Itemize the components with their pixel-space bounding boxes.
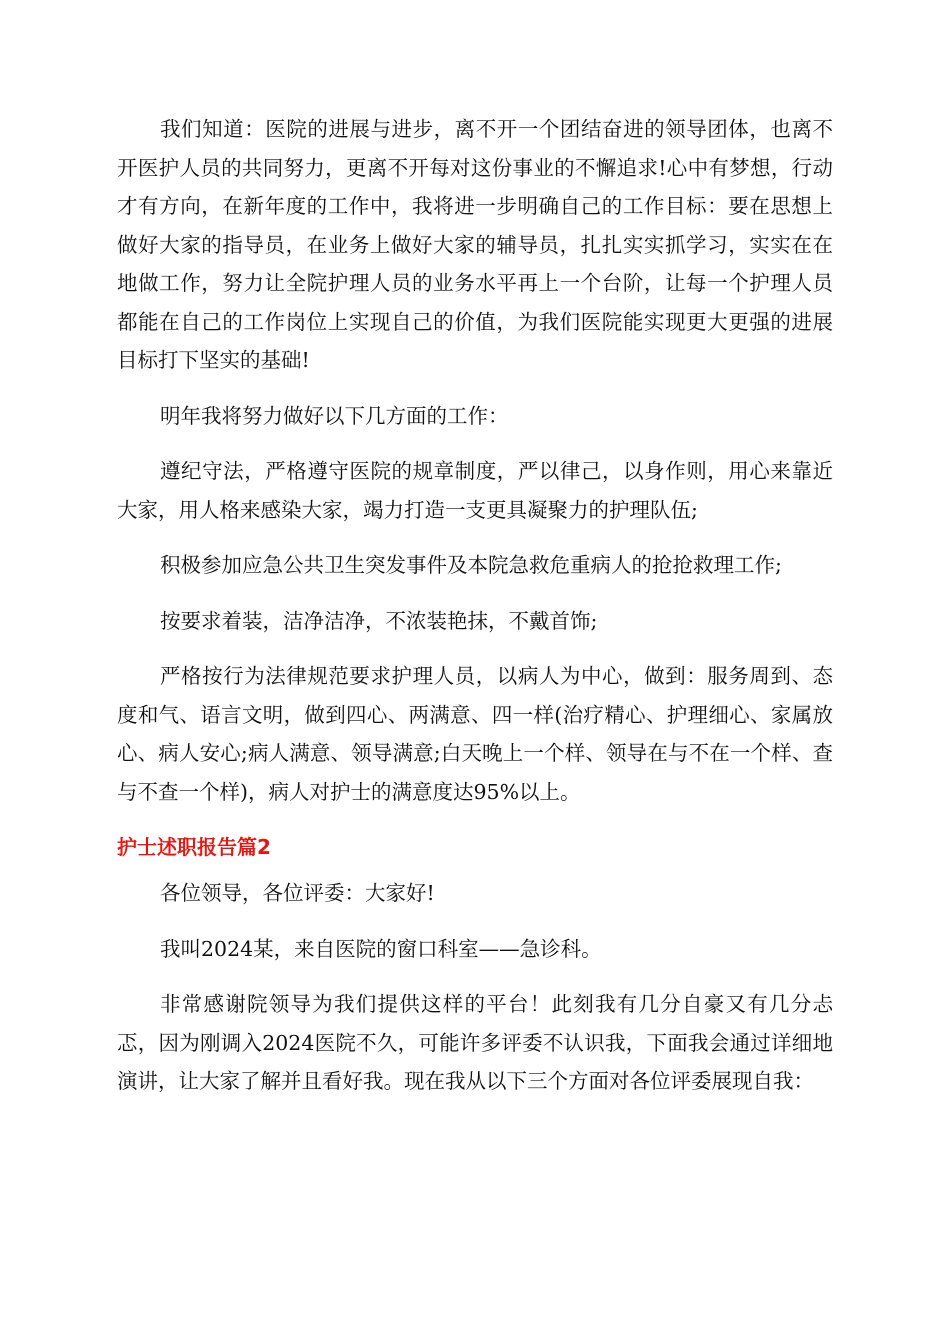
paragraph-introduction: 我叫2024某，来自医院的窗口科室——急诊科。 <box>160 936 602 961</box>
paragraph-gratitude: 非常感谢院领导为我们提供这样的平台！此刻我有几分自豪又有几分忐忑，因为刚调入2024医院不久，可能许多评委不认识我，下面我会通过详细地演讲，让大家了解并且看好我。现在我从以下三个方面对各位评委展现自我： <box>117 992 833 1093</box>
paragraph-greeting: 各位领导，各位评委：大家好! <box>160 881 435 905</box>
section-heading: 护士述职报告篇2 <box>117 835 271 859</box>
paragraph-discipline: 遵纪守法，严格遵守医院的规章制度，严以律己，以身作则，用心来靠近大家，用人格来感染大家，竭力打造一支更具凝聚力的护理队伍; <box>117 459 833 522</box>
document-body <box>117 110 833 1118</box>
paragraph-dress-code: 按要求着装，洁净洁净，不浓装艳抹，不戴首饰; <box>160 608 598 633</box>
paragraph-service-standards: 严格按行为法律规范要求护理人员，以病人为中心，做到：服务周到、态度和气、语言文明，做到四心、两满意、四一样(治疗精心、护理细心、家属放心、病人安心;病人满意、领导满意;白天晚上一个样、领导在与不在一个样、查与不查一个样)，病人对护士的满意度达95%以上。 <box>117 664 833 804</box>
paragraph-vision: 我们知道：医院的进展与进步，离不开一个团结奋进的领导团体，也离不开医护人员的共同努力，更离不开每对这份事业的不懈追求!心中有梦想，行动才有方向，在新年度的工作中，我将进一步明确自己的工作目标：要在思想上做好大家的指导员，在业务上做好大家的辅导员，扎扎实实抓学习，实实在在地做工作，努力让全院护理人员的业务水平再上一个台阶，让每一个护理人员都能在自己的工作岗位上实现自己的价值，为我们医院能实现更大更强的进展目标打下坚实的基础! <box>117 117 833 372</box>
paragraph-emergency: 积极参加应急公共卫生突发事件及本院急救危重病人的抢抢救理工作; <box>160 553 782 577</box>
paragraph-plan-intro: 明年我将努力做好以下几方面的工作： <box>160 403 509 428</box>
